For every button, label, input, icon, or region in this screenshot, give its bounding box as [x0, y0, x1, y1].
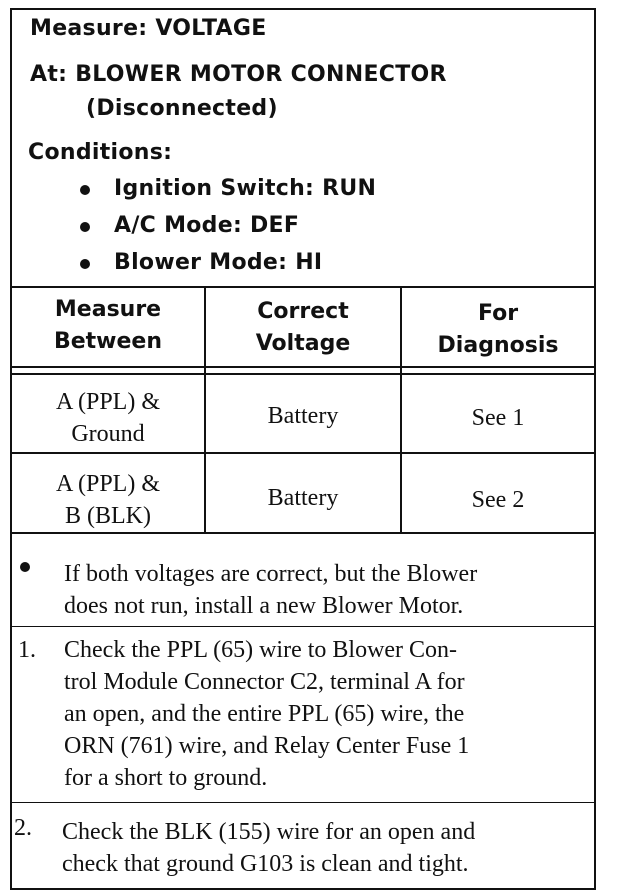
table-cell-voltage: Battery: [267, 403, 339, 429]
column-header-measure-between: [12, 294, 204, 358]
location-line2: (Disconnected): [86, 96, 278, 121]
cell-line: A (PPL) &: [55, 471, 160, 497]
bullet-icon: [80, 259, 90, 269]
condition-item: Blower Mode: HI: [114, 250, 323, 275]
column-header-line: Diagnosis: [437, 333, 559, 358]
condition-item: A/C Mode: DEF: [114, 213, 300, 238]
column-header-line: Measure: [54, 297, 162, 322]
column-header-line: Between: [53, 329, 163, 354]
column-header-line: For: [477, 301, 519, 326]
note-number: 1.: [18, 637, 36, 663]
bullet-icon: [80, 185, 90, 195]
note-2-text: [62, 816, 475, 880]
column-header-line: Correct: [257, 299, 349, 324]
column-header-line: Voltage: [255, 331, 351, 356]
note-line: ORN (761) wire, and Relay Center Fuse 1: [64, 733, 470, 759]
note-bullet-icon: [20, 562, 30, 572]
header-divider-rule: [10, 366, 596, 368]
note-divider: [10, 802, 596, 803]
note-number: 2.: [14, 815, 32, 841]
table-cell-between: [12, 468, 204, 532]
table-top-rule: [10, 286, 596, 288]
note-1-text: [64, 634, 469, 794]
bullet-icon: [80, 222, 90, 232]
table-cell-diagnosis: See 1: [471, 405, 525, 431]
note-line: Check the BLK (155) wire for an open and: [62, 819, 476, 845]
column-header-for-diagnosis: [402, 298, 594, 362]
note-line: Check the PPL (65) wire to Blower Con-: [64, 637, 458, 663]
column-header-correct-voltage: [206, 296, 400, 360]
table-cell-voltage: Battery: [267, 485, 339, 511]
header-divider-rule: [10, 373, 596, 375]
note-line: check that ground G103 is clean and tight.: [62, 851, 469, 877]
note-line: trol Module Connector C2, terminal A for: [64, 669, 465, 695]
table-cell-between: [12, 386, 204, 450]
cell-line: A (PPL) &: [55, 389, 160, 415]
conditions-label: Conditions:: [28, 140, 173, 165]
note-bullet-text: [64, 558, 477, 622]
table-bottom-rule: [10, 532, 596, 534]
cell-line: B (BLK): [65, 503, 151, 529]
row-divider-rule: [10, 452, 596, 454]
cell-line: Ground: [71, 421, 145, 447]
measure-title: Measure: VOLTAGE: [30, 16, 267, 41]
note-divider: [10, 626, 596, 627]
table-cell-diagnosis: See 2: [471, 487, 525, 513]
condition-item: Ignition Switch: RUN: [114, 176, 377, 201]
note-line: does not run, install a new Blower Motor.: [64, 593, 464, 619]
location-line1: At: BLOWER MOTOR CONNECTOR: [30, 62, 447, 87]
note-line: an open, and the entire PPL (65) wire, the: [64, 701, 465, 727]
note-line: If both voltages are correct, but the Blower: [64, 561, 478, 587]
note-line: for a short to ground.: [64, 765, 268, 791]
